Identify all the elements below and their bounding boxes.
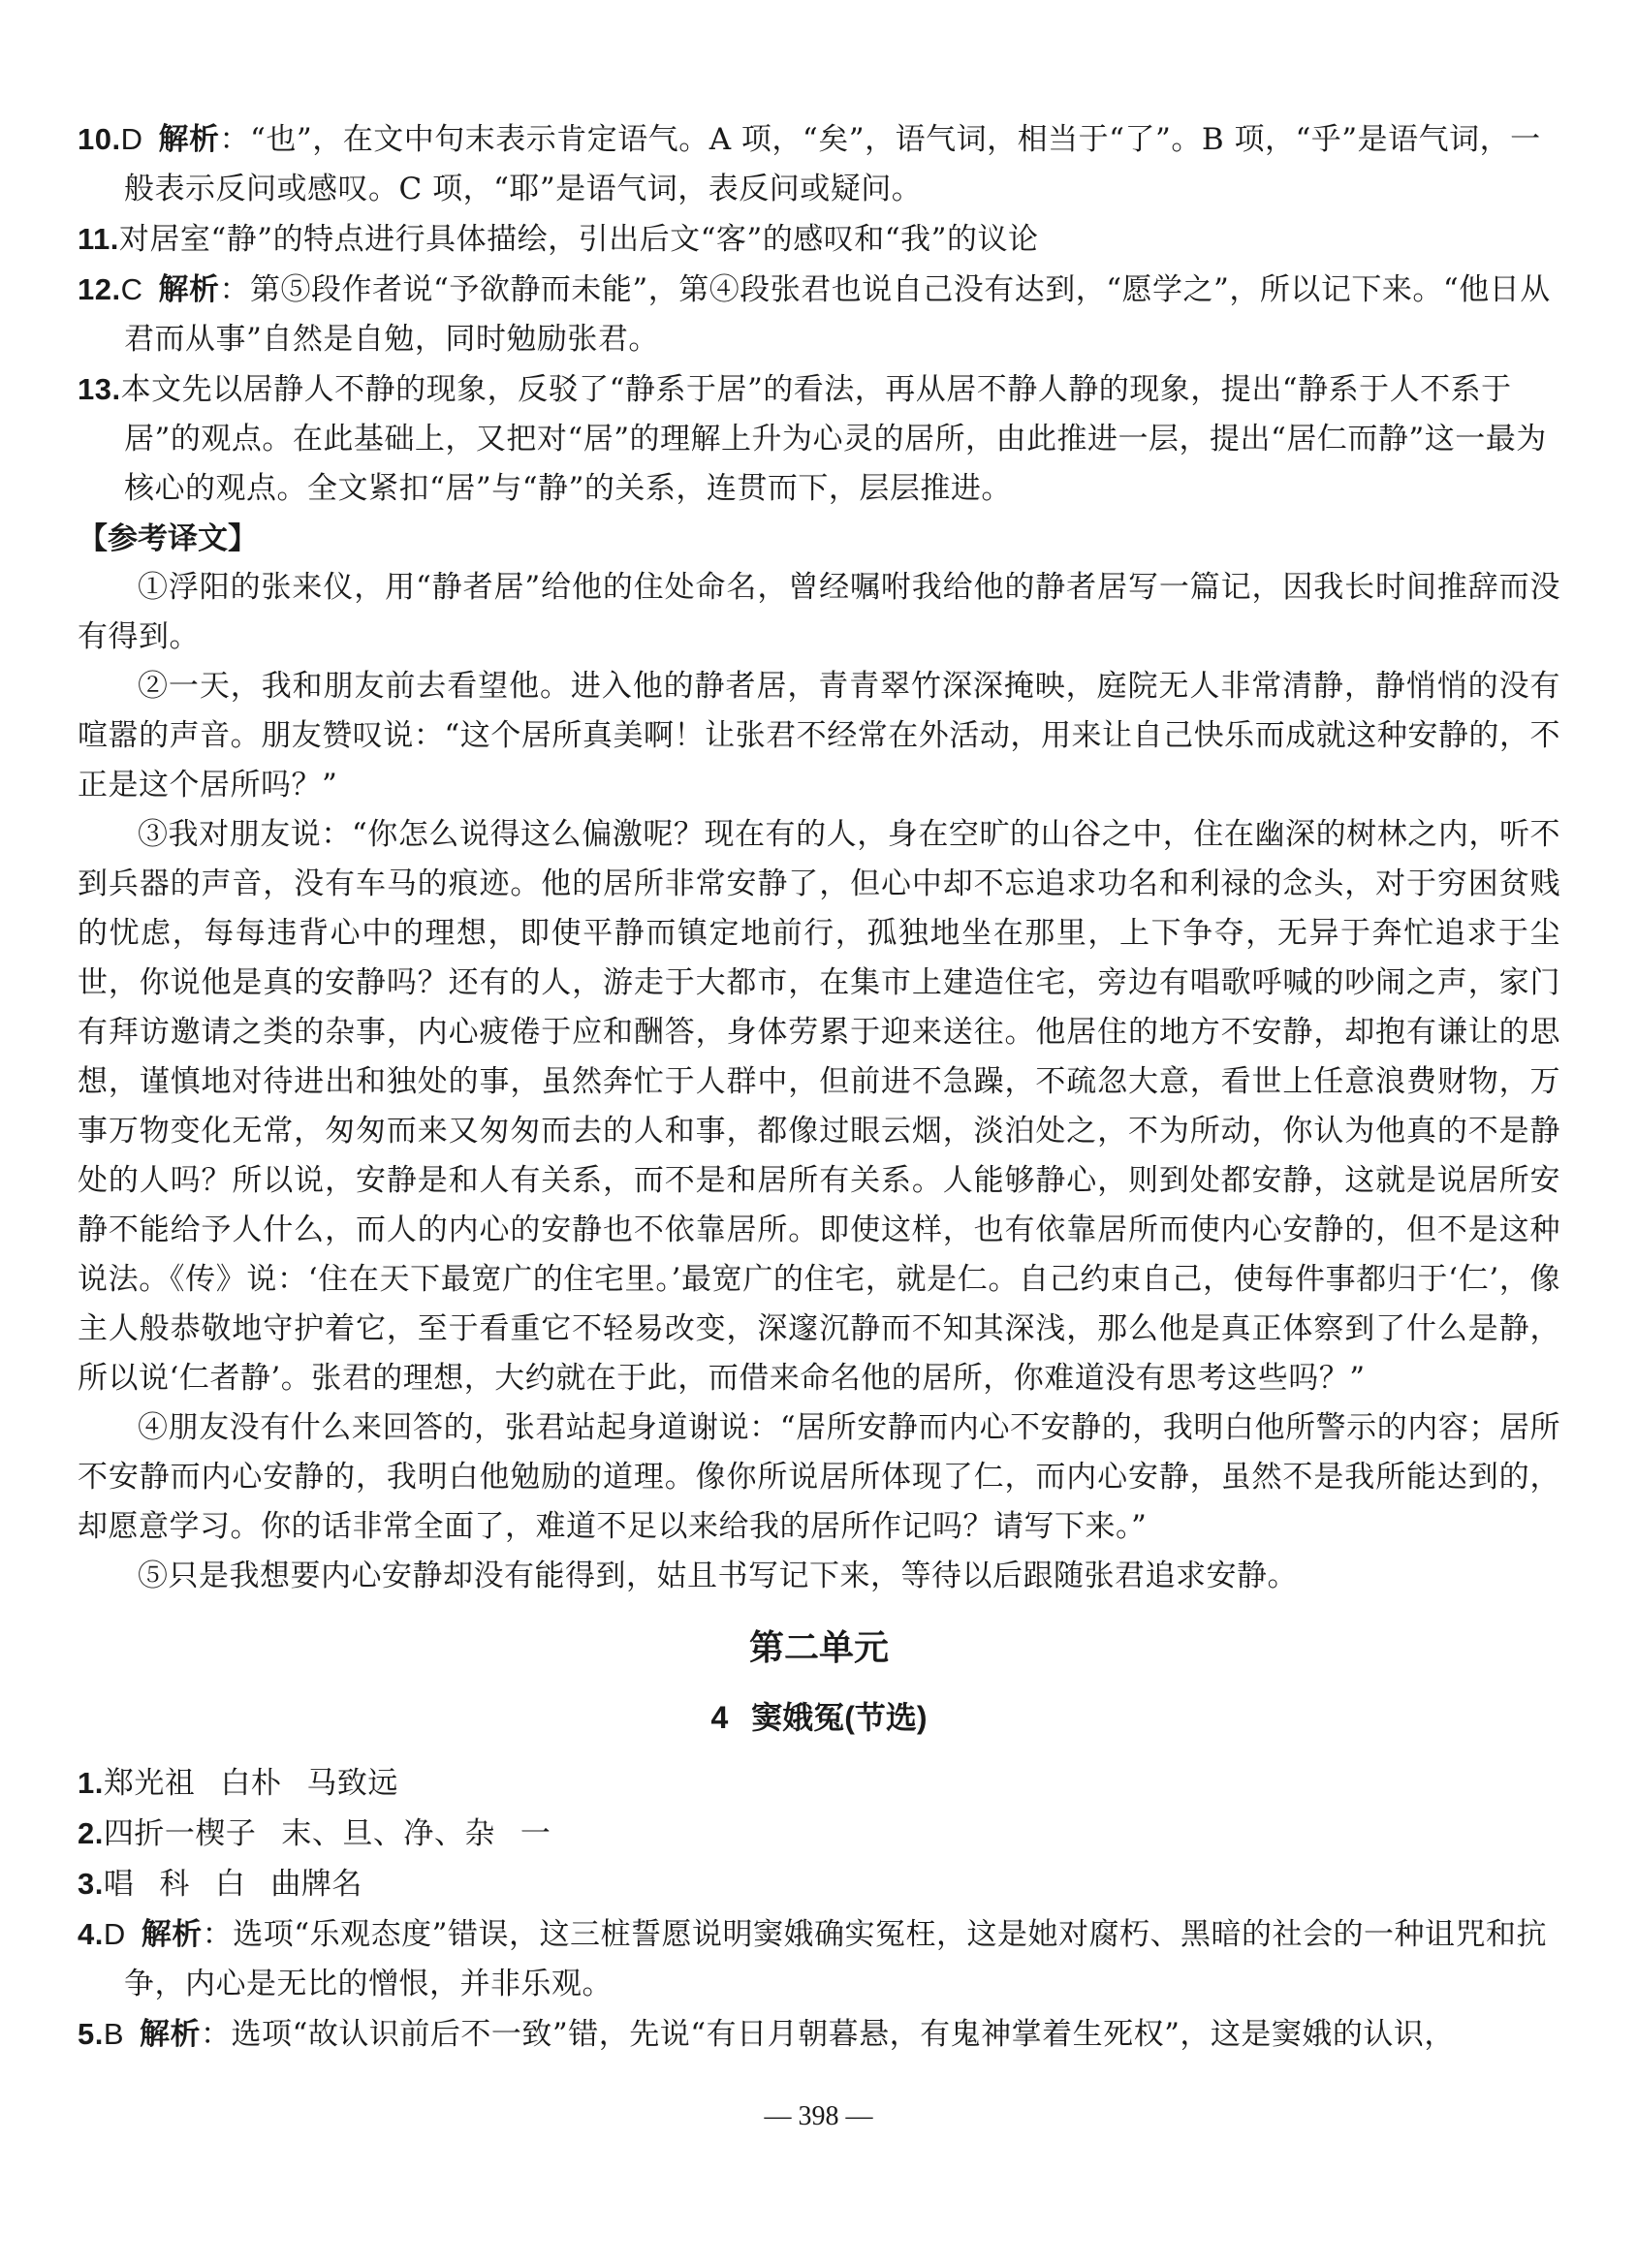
analysis-label: 解析 (141, 1917, 203, 1951)
answer-number: 10. (78, 122, 121, 156)
answer-1 (78, 1758, 1560, 1809)
answer-part: 唱 (103, 1867, 135, 1902)
answer-11 (78, 214, 1560, 265)
answer-part: 四折一楔子 (103, 1816, 257, 1851)
answer-3 (78, 1859, 1560, 1909)
answer-10 (78, 114, 1560, 214)
translation-paragraph-2: ②一天，我和朋友前去看望他。进入他的静者居，青青翠竹深深掩映，庭院无人非常清静，静悄悄的没有喧嚣的声音。朋友赞叹说：“这个居所真美啊！让张君不经常在外活动，用来让自己快乐而成就这种安静的，不正是这个居所吗？” (78, 669, 1560, 803)
answer-part: 一 (519, 1816, 551, 1851)
answer-number: 1. (78, 1766, 104, 1800)
answer-text: ：第⑤段作者说“予欲静而未能”，第④段张君也说自己没有达到，“愿学之”，所以记下来。“他日从君而从事”自然是自勉，同时勉励张君。 (124, 272, 1551, 357)
translation-paragraph-3: ③我对朋友说：“你怎么说得这么偏激呢？现在有的人，身在空旷的山谷之中，住在幽深的树林之内，听不到兵器的声音，没有车马的痕迹。他的居所非常安静了，但心中却不忘追求功名和利禄的念头，对于穷困贫贱的忧虑，每每违背心中的理想，即使平静而镇定地前行，孤独地坐在那里，上下争夺，无异于奔忙追求于尘世，你说他是真的安静吗？还有的人，游走于大都市，在集市上建造住宅，旁边有唱歌呼喊的吵闹之声，家门有拜访邀请之类的杂事，内心疲倦于应和酬答，身体劳累于迎来送往。他居住的地方不安静，却抱有谦让的思想，谨慎地对待进出和独处的事，虽然奔忙于人群中，但前进不急躁，不疏忽大意，看世上任意浪费财物，万事万物变化无常，匆匆而来又匆匆而去的人和事，都像过眼云烟，淡泊处之，不为所动，你认为他真的不是静处的人吗？所以说，安静是和人有关系，而不是和居所有关系。人能够静心，则到处都安静，这就是说居所安静不能给予人什么，而人的内心的安静也不依靠居所。即使这样，也有依靠居所而使内心安静的，但不是这种说法。《传》说：‘住在天下最宽广的住宅里。’最宽广的住宅，就是仁。自己约束自己，使每件事都归于‘仁’，像主人般恭敬地守护着它，至于看重它不轻易改变，深邃沉静而不知其深浅，那么他是真正体察到了什么是静，所以说‘仁者静’。张君的理想，大约就在于此，而借来命名他的居所，你难道没有思考这些吗？” (78, 817, 1560, 1396)
answer-number: 12. (78, 272, 121, 306)
answer-text: 对居室“静”的特点进行具体描绘，引出后文“客”的感叹和“我”的议论 (118, 222, 1039, 257)
translation-paragraph-5: ⑤只是我想要内心安静却没有能得到，姑且书写记下来，等待以后跟随张君追求安静。 (138, 1559, 1298, 1593)
answer-part: 白朴 (220, 1766, 282, 1801)
analysis-label: 解析 (158, 122, 220, 156)
answer-2 (78, 1809, 1560, 1859)
answer-number: 4. (78, 1917, 104, 1951)
answer-4 (78, 1909, 1560, 2009)
lesson-name: 窦娥冤(节选) (751, 1700, 928, 1735)
answer-13 (78, 364, 1560, 514)
translation-paragraph-4: ④朋友没有什么来回答的，张君站起身道谢说：“居所安静而内心不安静的，我明白他所警示的内容；居所不安静而内心安静的，我明白他勉励的道理。像你所说居所体现了仁，而内心安静，虽然不是我所能达到的，却愿意学习。你的话非常全面了，难道不足以来给我的居所作记吗？请写下来。” (78, 1410, 1560, 1544)
answer-12 (78, 265, 1560, 364)
answer-text: 本文先以居静人不静的现象，反驳了“静系于居”的看法，再从居不静人静的现象，提出“静系于人不系于居”的观点。在此基础上，又把对“居”的理解上升为心灵的居所，由此推进一层，提出“居仁而静”这一最为核心的观点。全文紧扣“居”与“静”的关系，连贯而下，层层推进。 (120, 372, 1547, 506)
reference-translation-heading: 【参考译文】 (78, 521, 258, 555)
answer-part: 郑光祖 (103, 1766, 196, 1801)
lesson-title (78, 1690, 1560, 1745)
answer-part: 科 (159, 1867, 190, 1902)
unit-title: 第二单元 (748, 1627, 889, 1667)
answer-number: 3. (78, 1867, 104, 1901)
analysis-label: 解析 (158, 272, 220, 306)
answer-number: 13. (78, 372, 121, 406)
answer-choice: D (103, 1917, 126, 1951)
lesson-number: 4 (710, 1700, 729, 1735)
answer-5 (78, 2009, 1560, 2060)
answer-choice: C (120, 272, 143, 306)
answer-part: 马致远 (306, 1766, 398, 1801)
answer-text: ：“也”，在文中句末表示肯定语气。A 项，“矣”，语气词，相当于“了”。B 项，“乎”是语气词，一般表示反问或感叹。C 项，“耶”是语气词，表反问或疑问。 (124, 122, 1541, 206)
answer-number: 5. (78, 2017, 104, 2051)
page-content (78, 114, 1560, 2060)
page-number: — 398 — (764, 2101, 873, 2131)
answer-part: 白 (214, 1867, 246, 1902)
translation-paragraph-1: ①浮阳的张来仪，用“静者居”给他的住处命名，曾经嘱咐我给他的静者居写一篇记，因我长时间推辞而没有得到。 (78, 570, 1560, 654)
answer-part: 曲牌名 (270, 1867, 362, 1902)
answer-choice: B (103, 2017, 125, 2051)
answer-text: ：选项“乐观态度”错误，这三桩誓愿说明窦娥确实冤枉，这是她对腐朽、黑暗的社会的一种诅咒和抗争，内心是无比的憎恨，并非乐观。 (124, 1917, 1547, 2001)
answer-text: ：选项“故认识前后不一致”错，先说“有日月朝暮悬，有鬼神掌着生死权”，这是窦娥的认识， (201, 2017, 1455, 2052)
answer-number: 11. (78, 222, 119, 256)
answer-number: 2. (78, 1816, 104, 1850)
answer-part: 末、旦、净、杂 (281, 1816, 495, 1851)
analysis-label: 解析 (140, 2017, 202, 2051)
answer-choice: D (120, 122, 143, 156)
